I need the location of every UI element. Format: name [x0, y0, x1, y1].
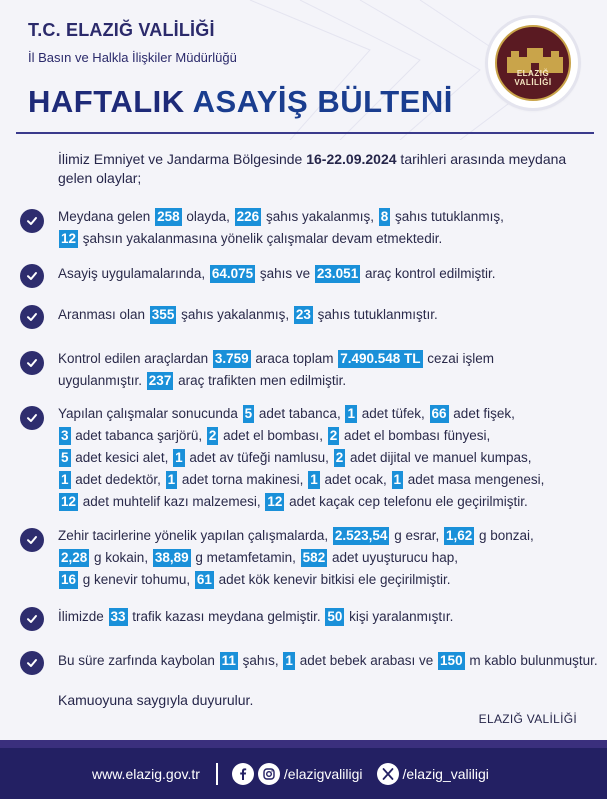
footer-stripe [0, 740, 607, 748]
intro-text-3: gelen olaylar; [58, 170, 142, 186]
highlighted-number: 3.759 [214, 351, 249, 366]
title-part-1: HAFTALIK [28, 84, 193, 119]
instagram-icon[interactable] [258, 763, 280, 785]
text-segment: şahıs ve [256, 266, 314, 281]
checkmark-icon [20, 406, 44, 430]
bulletin-text [58, 348, 598, 392]
header [0, 0, 607, 140]
text-segment: kişi yaralanmıştır. [345, 609, 454, 624]
bulletin-line [58, 370, 598, 392]
highlighted-number: 12 [61, 494, 77, 509]
text-segment: adet el bombası, [219, 428, 327, 443]
checkmark-icon [20, 351, 44, 375]
highlighted-number: 5 [61, 450, 69, 465]
website-link[interactable]: www.elazig.gov.tr [92, 765, 200, 782]
bulletin-line [58, 447, 598, 469]
bulletin-line [58, 491, 598, 513]
bulletin-line [58, 348, 598, 370]
highlighted-number: 8 [380, 209, 389, 224]
text-segment: adet bebek arabası ve [295, 653, 438, 668]
bulletin-text [58, 403, 598, 513]
text-segment: Asayiş uygulamalarında, [58, 266, 209, 281]
x-icon[interactable] [377, 763, 399, 785]
highlighted-number: 38,89 [154, 550, 189, 565]
bulletin-line [58, 547, 598, 569]
text-segment: g esrar, [390, 528, 443, 543]
bulletin-line [58, 206, 598, 228]
facebook-instagram-handle[interactable]: /elazigvaliligi [283, 765, 363, 782]
x-handle[interactable]: /elazig_valiligi [402, 765, 489, 782]
highlighted-number: 258 [157, 209, 180, 224]
text-segment: adet masa mengenesi, [404, 472, 545, 487]
text-segment: İlimizde [58, 609, 108, 624]
highlighted-number: 33 [110, 609, 126, 624]
text-segment: m kablo bulunmuştur. [465, 653, 598, 668]
facebook-icon[interactable] [232, 763, 254, 785]
highlighted-number: 2,28 [61, 550, 88, 565]
highlighted-number: 12 [267, 494, 283, 509]
text-segment: adet kaçak cep telefonu ele geçirilmiştir. [285, 494, 528, 509]
bulletin-line [58, 425, 598, 447]
checkmark-icon [20, 305, 44, 329]
bulletin-line [58, 606, 598, 628]
bulletin-line [58, 263, 598, 285]
page-title [28, 84, 453, 120]
text-segment: Meydana gelen [58, 209, 155, 224]
bulletin-text [58, 304, 598, 326]
highlighted-number: 1,62 [445, 528, 473, 543]
text-segment: şahıs, [238, 653, 283, 668]
text-segment: Kontrol edilen araçlardan [58, 351, 212, 366]
text-segment: adet fişek, [449, 406, 515, 421]
bulletin-line [58, 304, 598, 326]
text-segment: cezai işlem [423, 351, 495, 366]
highlighted-number: 1 [393, 472, 402, 487]
highlighted-number: 150 [440, 653, 463, 668]
highlighted-number: 355 [151, 307, 175, 322]
highlighted-number: 11 [221, 653, 236, 668]
highlighted-number: 237 [148, 373, 172, 388]
intro-text-1: İlimiz Emniyet ve Jandarma Bölgesinde [58, 151, 307, 167]
department-name: İl Basın ve Halkla İlişkiler Müdürlüğü [28, 50, 237, 65]
text-segment: şahıs yakalanmış, [262, 209, 378, 224]
highlighted-number: 12 [61, 231, 77, 246]
governorship-logo [488, 18, 578, 108]
text-segment: olayda, [182, 209, 234, 224]
checkmark-icon [20, 607, 44, 631]
title-divider [16, 132, 594, 134]
bulletin-line [58, 403, 598, 425]
bulletin-line [58, 650, 598, 672]
bulletin-text [58, 606, 598, 628]
text-segment: g metamfetamin, [191, 550, 300, 565]
intro-text-2: tarihleri arasında meydana [396, 151, 567, 167]
text-segment: adet ocak, [320, 472, 391, 487]
highlighted-number: 1 [347, 406, 355, 421]
bulletin-text [58, 263, 598, 285]
highlighted-number: 23.051 [316, 266, 359, 281]
text-segment: Yapılan çalışmalar sonucunda [58, 406, 242, 421]
checkmark-icon [20, 651, 44, 675]
signature: ELAZIĞ VALİLİĞİ [478, 712, 577, 726]
intro-date: 16-22.09.2024 [306, 151, 397, 167]
highlighted-number: 16 [61, 572, 77, 587]
text-segment: adet tabanca, [255, 406, 345, 421]
highlighted-number: 1 [285, 653, 293, 668]
organization-name: T.C. ELAZIĞ VALİLİĞİ [28, 20, 215, 40]
closing-text: Kamuoyuna saygıyla duyurulur. [58, 692, 254, 708]
highlighted-number: 1 [167, 472, 176, 487]
text-segment: uygulanmıştır. [58, 373, 146, 388]
logo-emblem [495, 25, 571, 101]
highlighted-number: 226 [236, 209, 260, 224]
text-segment: şahıs tutuklanmıştır. [313, 307, 438, 322]
footer [0, 748, 607, 799]
text-segment: adet uyuşturucu hap, [328, 550, 459, 565]
checkmark-icon [20, 209, 44, 233]
text-segment: şahsın yakalanmasına yönelik çalışmalar devam etmektedir. [79, 231, 443, 246]
highlighted-number: 2 [208, 428, 217, 443]
text-segment: Aranması olan [58, 307, 149, 322]
text-segment: adet dijital ve manuel kumpas, [346, 450, 532, 465]
highlighted-number: 1 [310, 472, 318, 487]
text-segment: araca toplam [251, 351, 338, 366]
text-segment: Zehir tacirlerine yönelik yapılan çalışmalarda, [58, 528, 332, 543]
bulletin-line [58, 469, 598, 491]
highlighted-number: 64.075 [211, 266, 254, 281]
highlighted-number: 1 [61, 472, 69, 487]
footer-separator [216, 763, 218, 785]
text-segment: adet av tüfeği namlusu, [185, 450, 333, 465]
text-segment: g kenevir tohumu, [79, 572, 194, 587]
bulletin-text [58, 650, 598, 672]
checkmark-icon [20, 264, 44, 288]
text-segment: adet dedektör, [71, 472, 165, 487]
text-segment: şahıs tutuklanmış, [391, 209, 504, 224]
highlighted-number: 2 [335, 450, 344, 465]
text-segment: adet tüfek, [357, 406, 429, 421]
text-segment: araç kontrol edilmiştir. [361, 266, 496, 281]
bulletin-text [58, 206, 598, 250]
highlighted-number: 50 [327, 609, 343, 624]
text-segment: adet muhtelif kazı malzemesi, [79, 494, 265, 509]
highlighted-number: 61 [196, 572, 212, 587]
highlighted-number: 66 [431, 406, 447, 421]
highlighted-number: 582 [302, 550, 326, 565]
highlighted-number: 7.490.548 TL [340, 351, 421, 366]
bulletin-line [58, 525, 598, 547]
text-segment: adet kök kenevir bitkisi ele geçirilmiştir. [214, 572, 451, 587]
text-segment: Bu süre zarfında kaybolan [58, 653, 219, 668]
text-segment: adet tabanca şarjörü, [71, 428, 206, 443]
checkmark-icon [20, 528, 44, 552]
text-segment: g bonzai, [475, 528, 534, 543]
text-segment: adet kesici alet, [71, 450, 173, 465]
highlighted-number: 3 [61, 428, 69, 443]
text-segment: şahıs yakalanmış, [177, 307, 293, 322]
title-part-2: ASAYİŞ BÜLTENİ [192, 84, 453, 119]
bulletin-text [58, 525, 598, 591]
highlighted-number: 5 [244, 406, 253, 421]
text-segment: g kokain, [90, 550, 152, 565]
text-segment: adet el bombası fünyesi, [340, 428, 491, 443]
bulletin-line [58, 569, 598, 591]
highlighted-number: 1 [175, 450, 183, 465]
text-segment: adet torna makinesi, [178, 472, 308, 487]
bulletin-line [58, 228, 598, 250]
highlighted-number: 2 [329, 428, 338, 443]
highlighted-number: 23 [295, 307, 311, 322]
intro-paragraph [58, 150, 578, 188]
logo-text: ELAZIĞ VALİLİĞİ [514, 69, 552, 87]
text-segment: trafik kazası meydana gelmiştir. [128, 609, 325, 624]
text-segment: araç trafikten men edilmiştir. [174, 373, 347, 388]
highlighted-number: 2.523,54 [334, 528, 388, 543]
